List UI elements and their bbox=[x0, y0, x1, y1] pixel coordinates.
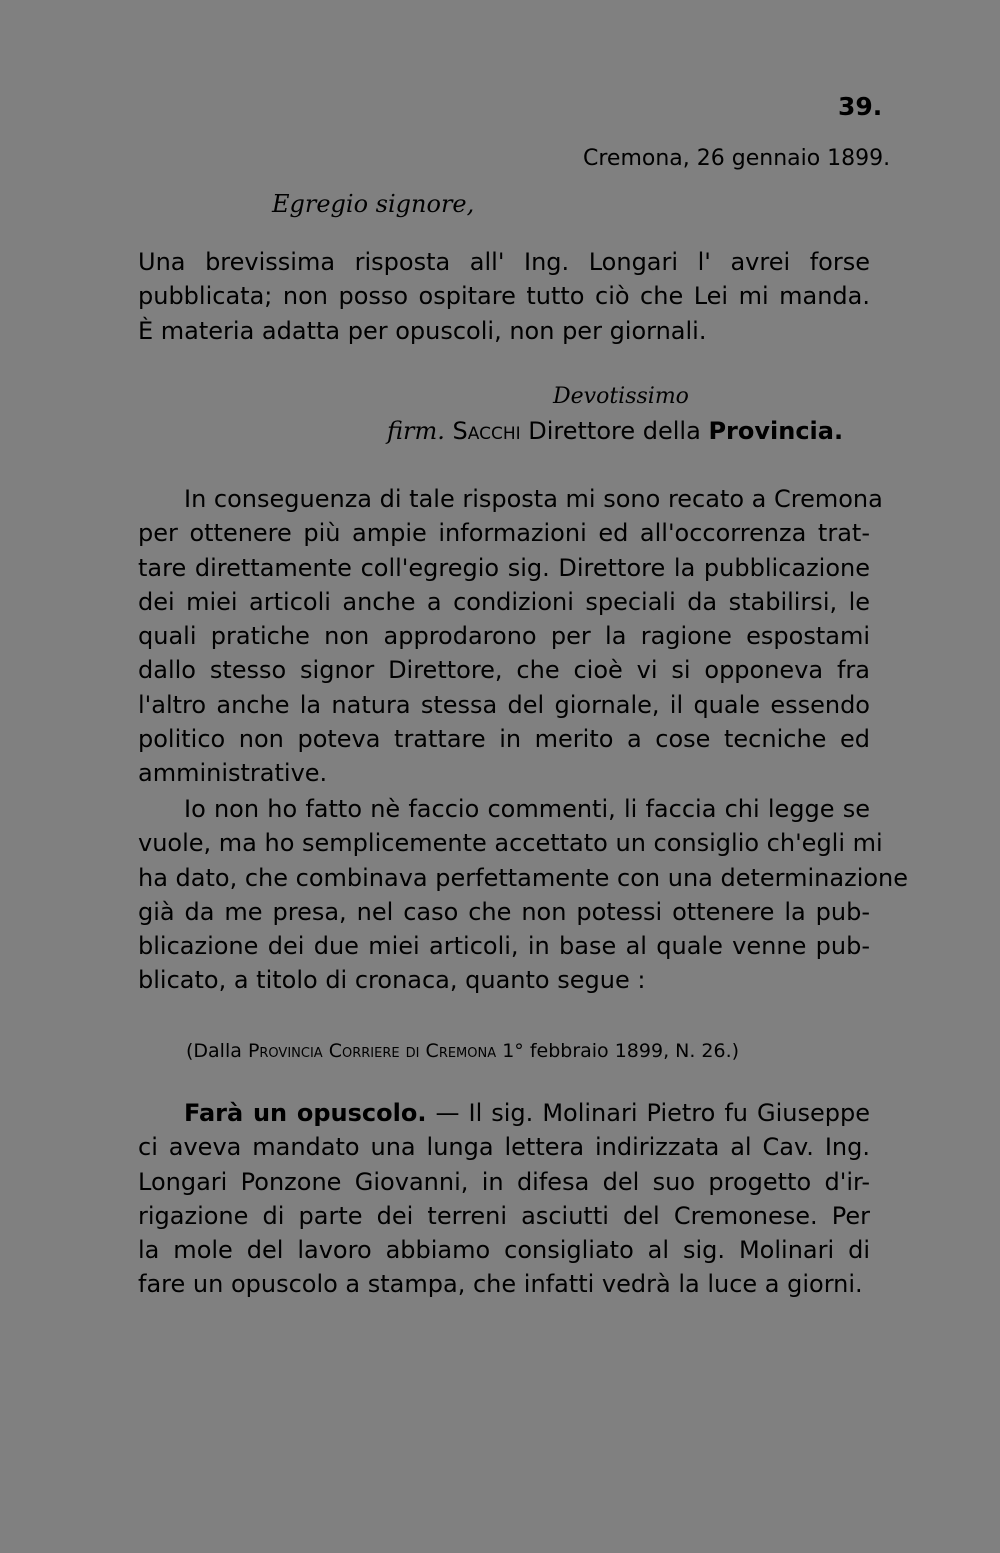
paragraph-line: tare direttamente coll'egregio sig. Direttore la pubblicazione bbox=[138, 553, 870, 582]
salutation: Egregio signore, bbox=[272, 190, 475, 218]
paragraph-1 bbox=[138, 482, 883, 791]
paragraph-line: blicazione dei due miei articoli, in base al quale venne pub- bbox=[138, 932, 870, 961]
article-first-line-rest: — Il sig. Molinari Pietro fu Giuseppe bbox=[426, 1099, 870, 1127]
source-date: 1° febbraio 1899, N. 26.) bbox=[502, 1040, 740, 1062]
paragraph-line: dallo stesso signor Direttore, che cioè vi si opponeva fra bbox=[138, 656, 870, 685]
source-open: (Dalla bbox=[186, 1040, 242, 1062]
source-provincia: Provincia bbox=[247, 1040, 323, 1062]
paragraph-2 bbox=[138, 792, 909, 998]
paragraph-line: amministrative. bbox=[138, 759, 328, 788]
signature-paper: Provincia. bbox=[708, 417, 844, 445]
paragraph-line: blicato, a titolo di cronaca, quanto segue : bbox=[138, 966, 646, 995]
page-number: 39. bbox=[838, 92, 883, 121]
article-line: ci aveva mandato una lunga lettera indirizzata al Cav. Ing. bbox=[138, 1133, 870, 1162]
letter-body bbox=[138, 245, 870, 348]
letter-signature bbox=[387, 417, 843, 445]
source-corriere: Corriere bbox=[328, 1040, 400, 1062]
signature-firm: firm. bbox=[387, 417, 445, 445]
source-citation bbox=[186, 1040, 739, 1062]
signature-role: Direttore della bbox=[528, 417, 701, 445]
paragraph-line: ha dato, che combinava perfettamente con una determinazione bbox=[138, 863, 909, 892]
paragraph-line: politico non poteva trattare in merito a cose tecniche ed bbox=[138, 725, 870, 754]
source-di: di bbox=[405, 1040, 420, 1062]
paragraph-line: già da me presa, nel caso che non potessi ottenere la pub- bbox=[138, 897, 870, 926]
article-line: fare un opuscolo a stampa, che infatti vedrà la luce a giorni. bbox=[138, 1270, 863, 1299]
article-line: Longari Ponzone Giovanni, in difesa del suo progetto d'ir- bbox=[138, 1167, 870, 1196]
letter-line: pubblicata; non posso ospitare tutto ciò che Lei mi manda. bbox=[138, 282, 870, 311]
dateline: Cremona, 26 gennaio 1899. bbox=[583, 146, 891, 171]
letter-line: È materia adatta per opuscoli, non per giornali. bbox=[138, 316, 707, 345]
paragraph-line: per ottenere più ampie informazioni ed all'occorrenza trat- bbox=[138, 519, 870, 548]
article-line: la mole del lavoro abbiamo consigliato al sig. Molinari di bbox=[138, 1236, 870, 1265]
letter-line: Una brevissima risposta all' Ing. Longari l' avrei forse bbox=[138, 248, 870, 276]
source-cremona: Cremona bbox=[425, 1040, 497, 1062]
article-first-line bbox=[138, 1096, 870, 1130]
article-quote bbox=[138, 1096, 870, 1302]
letter-closing: Devotissimo bbox=[553, 384, 689, 409]
paragraph-line: l'altro anche la natura stessa del giornale, il quale essendo bbox=[138, 690, 870, 719]
paragraph-line: dei miei articoli anche a condizioni speciali da stabilirsi, le bbox=[138, 587, 870, 616]
article-headline: Farà un opuscolo. bbox=[184, 1099, 427, 1127]
paragraph-line: In conseguenza di tale risposta mi sono recato a Cremona bbox=[184, 485, 883, 513]
paragraph-line: Io non ho fatto nè faccio commenti, li faccia chi legge se bbox=[184, 795, 870, 823]
signature-name: Sacchi bbox=[452, 417, 521, 445]
paragraph-line: vuole, ma ho semplicemente accettato un consiglio ch'egli mi bbox=[138, 829, 883, 858]
paragraph-line: quali pratiche non approdarono per la ragione espostami bbox=[138, 622, 870, 651]
article-line: rigazione di parte dei terreni asciutti del Cremonese. Per bbox=[138, 1201, 870, 1230]
